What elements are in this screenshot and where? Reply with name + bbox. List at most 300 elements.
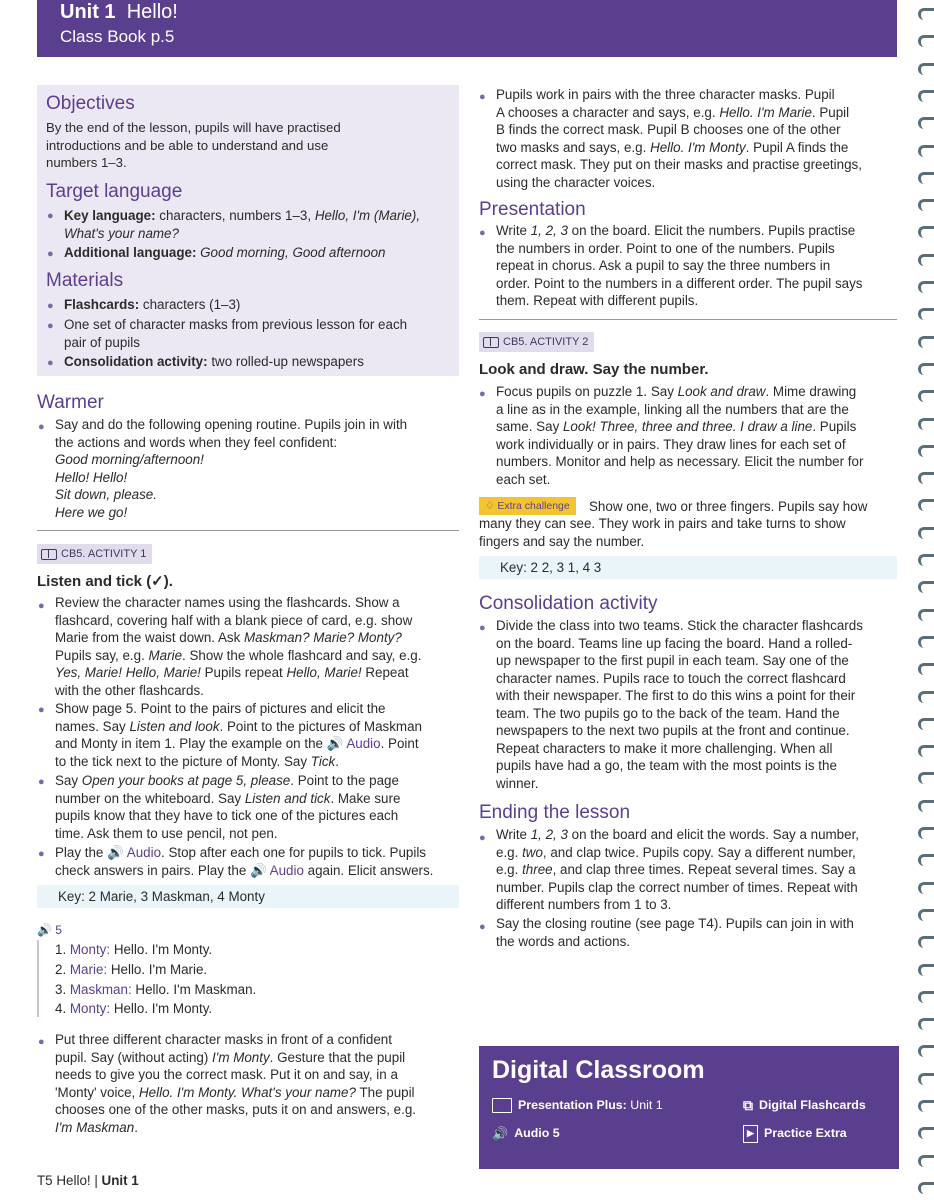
extra-challenge-label: Extra challenge [497, 500, 570, 512]
text-segment: 1, 2, 3 [530, 827, 568, 842]
text-line [55, 700, 422, 718]
text-segment: pupils have had a go, the team with the most points is the [496, 758, 837, 773]
binding-ring [915, 960, 934, 977]
text-segment: up newspaper to the first pupil in each team. Say one of the [496, 653, 849, 668]
text-line [55, 682, 421, 700]
text-segment: time. Ask them to use pencil, not pen. [55, 825, 278, 841]
binding-ring [915, 1014, 934, 1031]
speaker-name: Maskman: [69, 981, 132, 997]
text-line [496, 86, 862, 104]
text-line [496, 292, 862, 310]
text-segment: 1, 2, 3 [530, 223, 568, 238]
activity2-title: Look and draw. Say the number. [479, 361, 709, 378]
digital-flashcards-link[interactable] [743, 1097, 866, 1114]
text-line [496, 722, 863, 740]
consolidation-heading: Consolidation activity [479, 593, 658, 614]
key-label: Key: [58, 889, 85, 904]
text-line [496, 635, 863, 653]
text-segment: Review the character names using the flashcards. Show a [55, 595, 400, 610]
text-line [496, 104, 862, 122]
text-segment: the words and actions. [496, 933, 630, 949]
bullet-icon: ● [479, 91, 486, 103]
text-segment: . Show the whole flashcard and say, e.g. [182, 647, 422, 663]
text-segment: character names. Pupils race to touch the correct flashcard [496, 670, 846, 686]
text-line [496, 879, 859, 897]
text-segment: team. The two pupils go to the back of the team. Hand the [496, 705, 840, 721]
text-segment: Pupils repeat [200, 665, 287, 680]
text-segment: Play the [55, 845, 108, 860]
audioscript-line [55, 940, 256, 960]
text-segment: Maskman? Marie? Monty? [244, 630, 402, 645]
binding-ring [915, 59, 934, 76]
text-segment: Pupils work in pairs with the three character masks. Pupil [496, 87, 835, 102]
activity1-tag-text: CB5. ACTIVITY 1 [61, 548, 147, 560]
bullet-icon: ● [38, 1036, 45, 1048]
key-text: 2 Marie, 3 Maskman, 4 Monty [88, 889, 265, 904]
objectives-line: By the end of the lesson, pupils will have practised [46, 120, 341, 135]
text-segment: . Point to the pictures of Maskman [219, 718, 422, 734]
activity1-title: Listen and tick (✓). [37, 573, 173, 590]
binding-ring [915, 332, 934, 349]
bullet-icon: ● [47, 357, 54, 369]
text-segment: . Make sure [330, 790, 401, 806]
text-line [496, 826, 859, 844]
text-segment: Hello, Marie! [286, 665, 362, 680]
key-language-label: Key language: [64, 208, 156, 223]
activity2-bullet [496, 383, 863, 488]
activity1-bullet [55, 772, 400, 842]
text-segment: repeat in chorus. Ask a pupil to say the three numbers in [496, 258, 831, 273]
text-segment: . Point to the page [290, 773, 399, 788]
warmer-verse-line: Sit down, please. [55, 487, 157, 502]
text-segment: different numbers from 1 to 3. [496, 897, 672, 912]
bullet-icon: ● [479, 227, 486, 239]
speaker-text: Hello. I'm Maskman. [131, 981, 257, 997]
binding-ring [915, 932, 934, 949]
class-book-ref: Class Book p.5 [60, 27, 175, 46]
warmer-verse-line: Here we go! [55, 504, 128, 520]
text-line [55, 612, 421, 630]
text-line [55, 790, 400, 808]
unit-title [60, 0, 178, 24]
additional-language [64, 244, 386, 262]
objectives-line: introductions and be able to understand and use [46, 137, 329, 153]
footer-title: Hello! [56, 1173, 91, 1188]
presentation-plus-link[interactable] [492, 1097, 663, 1114]
text-segment: number on the whiteboard. Say [55, 790, 245, 806]
binding-ring [915, 577, 934, 594]
text-segment: Repeat characters to make it more challenging. When all [496, 740, 833, 756]
ending-bullet [496, 826, 859, 914]
text-segment: Divide the class into two teams. Stick the character flashcards [496, 618, 863, 633]
bullet-icon: ● [47, 248, 54, 260]
text-segment: numbers. Monitor and help as necessary. Elicit the number for [496, 454, 864, 469]
bullet-icon: ● [479, 388, 486, 400]
speaker-text: Hello. I'm Monty. [110, 1001, 213, 1017]
binding-ring [915, 195, 934, 212]
text-line [55, 825, 400, 843]
audio-link[interactable] [492, 1125, 560, 1142]
unit-name: Hello! [126, 1, 178, 23]
text-segment: work individually or in pairs. They draw lines for each set of [496, 436, 846, 452]
text-line [496, 861, 859, 879]
text-line [55, 753, 422, 771]
text-line [55, 647, 421, 665]
warmer-heading: Warmer [37, 392, 104, 413]
text-line [55, 718, 422, 736]
binding-ring [915, 441, 934, 458]
book-icon [41, 549, 57, 560]
key-text: 2 2, 3 1, 4 3 [530, 560, 602, 575]
audioscript-bar [37, 940, 39, 1017]
text-line [55, 1066, 416, 1084]
text-segment: check answers in pairs. Play the [55, 862, 250, 878]
binding-ring [915, 86, 934, 103]
bullet-icon: ● [479, 622, 486, 634]
text-segment: with their newspaper. The first to do this wins a point for their [496, 688, 856, 703]
key-language-italic2: What's your name? [64, 225, 179, 241]
text-segment: Open your books at page 5, please [81, 773, 291, 788]
text-segment: again. Elicit answers. [303, 862, 434, 878]
text-segment: . [134, 1119, 138, 1135]
text-segment: Hello. I'm Monty. What's your name? [139, 1084, 356, 1100]
text-segment: to the tick next to the picture of Monty. Say [55, 753, 311, 769]
binding-ring [915, 304, 934, 321]
consolidation-bullet [496, 617, 863, 792]
section-divider [479, 319, 897, 320]
binding-ring [915, 277, 934, 294]
activity1-bullet [55, 844, 433, 879]
document-icon: ▶ [743, 1125, 758, 1143]
text-segment: Say the closing routine (see page T4). Pupils can join in with [496, 916, 854, 931]
text-segment: and Monty in item 1. Play the example on the [55, 736, 327, 751]
binding-ring [915, 1096, 934, 1113]
warmer-text [55, 416, 407, 521]
key-language-italic: Hello, I'm (Marie), [314, 208, 421, 223]
masks-bullet [55, 1031, 416, 1136]
text-segment: number. Pupils clap the correct number of times. Repeat with [496, 879, 858, 895]
line-number: 4. [55, 1001, 67, 1017]
materials-consolidation [64, 353, 364, 371]
materials-flashcards [64, 296, 240, 314]
extra-challenge-line1: Show one, two or three fingers. Pupils say how [589, 499, 868, 514]
consolidation-label: Consolidation activity: [64, 354, 208, 369]
activity2-tag-text: CB5. ACTIVITY 2 [503, 336, 589, 348]
text-line [55, 664, 421, 682]
activity2-tag [479, 332, 594, 352]
audio-reference: 🔊 Audio [250, 862, 304, 878]
text-segment: flashcard, covering half with a blank piece of card, e.g. show [55, 612, 413, 628]
text-segment: Pupils say, e.g. [55, 647, 149, 663]
binding-ring [915, 222, 934, 239]
objectives-line: numbers 1–3. [46, 155, 127, 170]
binding-ring [915, 386, 934, 403]
text-segment: I'm Maskman [55, 1119, 135, 1135]
speaker-name: Monty: [69, 942, 111, 957]
binding-ring [915, 31, 934, 48]
text-line [496, 740, 863, 758]
binding-ring [915, 4, 934, 21]
text-line [496, 240, 862, 258]
target-language-heading: Target language [46, 181, 183, 202]
text-line [55, 735, 422, 753]
footer-unit: Unit 1 [101, 1173, 139, 1188]
flashcards-text: characters (1–3) [139, 297, 241, 312]
text-line [496, 383, 863, 401]
text-segment: three [522, 862, 553, 877]
speaker-name: Marie: [69, 961, 108, 977]
binding-ring [915, 1123, 934, 1140]
presentation-heading: Presentation [479, 199, 586, 220]
text-line [496, 687, 863, 705]
binding-ring [915, 987, 934, 1004]
text-segment: the numbers in order. Point to one of the numbers. Pupils [496, 240, 835, 256]
text-segment: two [522, 844, 543, 860]
text-segment: pupils know that they have to tick one of the pictures each [55, 808, 399, 823]
activity1-bullet [55, 594, 421, 699]
binding-ring [915, 1151, 934, 1168]
audio-reference: 🔊 Audio [107, 845, 162, 860]
presentation-plus-text: Unit 1 [626, 1098, 663, 1112]
text-segment: . [335, 753, 339, 769]
binding-ring [915, 359, 934, 376]
text-segment: Listen and tick [244, 790, 331, 806]
book-icon [483, 337, 499, 348]
flashcards-icon: ⧉ [743, 1097, 753, 1113]
text-segment: . Gesture that the pupil [269, 1049, 406, 1065]
bullet-icon: ● [38, 421, 45, 433]
text-segment: Write [496, 223, 531, 238]
masks-line: pair of pupils [64, 334, 140, 350]
extra-challenge-rest [479, 515, 846, 550]
text-line [496, 757, 863, 775]
text-segment: A chooses a character and says, e.g. [496, 104, 720, 120]
text-line [496, 257, 862, 275]
practice-extra-link[interactable] [743, 1125, 847, 1143]
text-segment: winner. [496, 775, 539, 791]
binding-ring [915, 414, 934, 431]
unit-number: Unit 1 [60, 1, 116, 23]
text-segment: same. Say [496, 419, 563, 434]
text-line [496, 652, 863, 670]
text-line [496, 418, 863, 436]
text-line [496, 933, 854, 951]
text-segment: them. Repeat with different pupils. [496, 293, 699, 308]
binding-ring [915, 632, 934, 649]
text-line [55, 1031, 416, 1049]
line-number: 2. [55, 961, 67, 977]
binding-ring [915, 250, 934, 267]
line-number: 3. [55, 981, 67, 997]
text-segment: Hello. I'm Monty [650, 139, 746, 155]
audioscript-line [55, 999, 256, 1019]
binding-ring [915, 823, 934, 840]
text-line [55, 594, 421, 612]
text-line [496, 705, 863, 723]
binding-ring [915, 796, 934, 813]
bullet-icon: ● [38, 704, 45, 716]
digital-classroom-heading: Digital Classroom [492, 1056, 705, 1084]
bullet-icon: ● [38, 848, 45, 860]
text-segment: Write [496, 827, 531, 842]
lightbulb-icon: ♢ [485, 500, 495, 512]
text-segment: a line as in the example, linking all the numbers that are the [496, 401, 849, 417]
text-segment: Show page 5. Point to the pairs of pictures and elicit the [55, 701, 386, 716]
bullet-icon: ● [47, 300, 54, 312]
text-segment: on the board. Elicit the numbers. Pupils practise [567, 223, 856, 238]
text-line [55, 1049, 416, 1067]
text-segment: names. Say [55, 718, 130, 734]
text-segment: . Stop after each one for pupils to tick. Pupils [161, 845, 426, 860]
text-segment: . Mime drawing [765, 384, 857, 399]
warmer-verse-line: Hello! Hello! [55, 469, 128, 485]
binding-ring [915, 714, 934, 731]
text-segment: I'm Monty [212, 1049, 270, 1065]
activity1-bullet [55, 700, 422, 770]
text-line [496, 401, 863, 419]
text-segment: e.g. [496, 862, 523, 877]
activity1-tag [37, 544, 152, 564]
binding-ring [915, 1069, 934, 1086]
binding-ring [915, 605, 934, 622]
section-divider [37, 530, 459, 531]
text-segment: newspapers to the next two pupils at the front and continue. [496, 723, 850, 738]
text-segment: B finds the correct mask. Pupil B chooses one of the other [496, 122, 841, 137]
bullet-icon: ● [479, 921, 486, 933]
bullet-icon: ● [479, 832, 486, 844]
text-segment: Repeat [361, 665, 409, 680]
text-segment: on the board. Teams line up facing the board. Hand a rolled- [496, 635, 853, 651]
extra-challenge-line: many they can see. They work in pairs and take turns to show [479, 516, 846, 531]
text-segment: , and clap three times. Repeat several times. Say a [552, 862, 856, 877]
ending-bullet [496, 915, 854, 950]
binding-ring [915, 659, 934, 676]
text-segment: Tick [310, 753, 336, 769]
text-segment: two masks and says, e.g. [496, 139, 651, 155]
activity2-key [479, 556, 897, 579]
text-line [496, 174, 862, 192]
bullet-icon: ● [38, 600, 45, 612]
binding-ring [915, 687, 934, 704]
speaker-text: Hello. I'm Monty. [110, 942, 213, 957]
audioscript-line [55, 980, 256, 1000]
text-segment: 'Monty' voice, [55, 1084, 139, 1100]
text-segment: Say [55, 773, 82, 788]
warmer-line: Say and do the following opening routine. Pupils join in with [55, 417, 408, 432]
text-segment: each set. [496, 471, 551, 487]
key-label: Key: [500, 560, 527, 575]
text-line [496, 775, 863, 793]
audioscript-lines [55, 940, 256, 1019]
extra-challenge-badge [479, 497, 576, 515]
text-segment: correct mask. They put on their masks and practise greetings, [496, 157, 862, 172]
text-line [496, 222, 862, 240]
text-line [496, 617, 863, 635]
text-line [55, 807, 400, 825]
text-segment: order. Point to the numbers in a different order. The pupil says [496, 275, 863, 291]
text-line [55, 1101, 416, 1119]
text-segment: . Point [380, 736, 419, 751]
text-segment: using the character voices. [496, 174, 656, 190]
audio-reference: 🔊 Audio [326, 736, 381, 751]
flashcards-label: Flashcards: [64, 297, 140, 312]
text-segment: Put three different character masks in front of a confident [55, 1032, 392, 1047]
objectives-heading: Objectives [46, 93, 135, 114]
text-segment: Look and draw [677, 384, 766, 399]
key-language-text: characters, numbers 1–3, [155, 208, 315, 223]
audioscript-label: 🔊 5 [37, 923, 62, 937]
text-line [496, 453, 863, 471]
text-line [496, 121, 862, 139]
key-language [64, 207, 420, 242]
text-line [496, 156, 862, 174]
text-segment: Focus pupils on puzzle 1. Say [496, 384, 678, 399]
text-line [55, 629, 421, 647]
binding-ring [915, 550, 934, 567]
text-line [496, 471, 863, 489]
bullet-icon: ● [47, 320, 54, 332]
text-segment: The pupil [355, 1084, 415, 1100]
binding-ring [915, 850, 934, 867]
text-segment: Look! Three, three and three. I draw a line [562, 419, 813, 434]
text-line [496, 915, 854, 933]
text-segment: pupil. Say (without acting) [55, 1049, 213, 1065]
binding-ring [915, 905, 934, 922]
additional-language-text: Good morning, Good afternoon [196, 245, 386, 260]
binding-ring [915, 768, 934, 785]
text-segment: with the other flashcards. [55, 682, 204, 698]
binding-ring [915, 168, 934, 185]
text-line [55, 862, 433, 880]
binding-ring [915, 495, 934, 512]
binding-ring [915, 468, 934, 485]
additional-language-label: Additional language: [64, 245, 197, 260]
presentation-bullet [496, 222, 862, 310]
text-segment: on the board and elicit the words. Say a number, [567, 827, 860, 842]
binding-ring [915, 523, 934, 540]
bullet-icon: ● [38, 776, 45, 788]
text-segment: Hello. I'm Marie [719, 104, 812, 120]
speaker-name: Monty: [69, 1001, 111, 1017]
text-segment: needs to give you the correct mask. Put it on and say, in a [55, 1067, 398, 1082]
screen-icon [492, 1098, 512, 1113]
text-segment: Marie [148, 647, 183, 663]
practice-extra-label: Practice Extra [764, 1126, 847, 1141]
text-segment: Marie from the waist down. Ask [55, 630, 245, 645]
text-line [496, 139, 862, 157]
text-line [55, 1119, 416, 1137]
materials-heading: Materials [46, 270, 124, 291]
text-line [496, 436, 863, 454]
ending-heading: Ending the lesson [479, 802, 631, 823]
extra-challenge-line: fingers and say the number. [479, 533, 645, 549]
bullet-icon: ● [47, 210, 54, 222]
binding-ring [915, 141, 934, 158]
text-line [496, 896, 859, 914]
text-line [55, 772, 400, 790]
text-segment: e.g. [496, 844, 523, 860]
warmer-verse-line: Good morning/afternoon! [55, 452, 204, 467]
line-number: 1. [55, 942, 67, 957]
materials-masks [64, 316, 407, 351]
audioscript-line [55, 960, 256, 980]
consolidation-text: two rolled-up newspapers [207, 354, 364, 369]
text-line [55, 844, 433, 862]
text-segment: . Pupil A finds the [745, 139, 849, 155]
text-segment: . Pupil [811, 104, 850, 120]
text-segment: Yes, Marie! Hello, Marie! [55, 665, 201, 680]
binding-ring [915, 113, 934, 130]
